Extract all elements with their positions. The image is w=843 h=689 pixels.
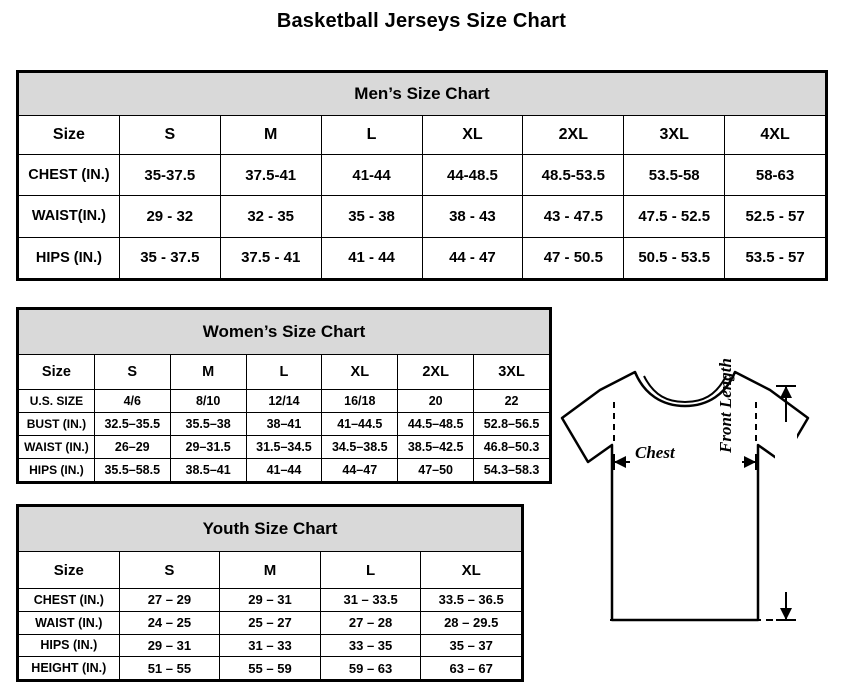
cell-bust-3xl: 52.8–56.5 xyxy=(474,413,550,436)
header-size-4xl: 4XL xyxy=(725,116,826,155)
cell-hips-s: 35 - 37.5 xyxy=(119,237,220,278)
row-label-waist: WAIST (IN.) xyxy=(19,436,95,459)
row-label-us-size: U.S. SIZE xyxy=(19,390,95,413)
table-header-row xyxy=(19,116,826,155)
cell-bust-s: 32.5–35.5 xyxy=(94,413,170,436)
cell-waist-xl: 38 - 43 xyxy=(422,196,523,237)
page-title: Basketball Jerseys Size Chart xyxy=(276,10,567,32)
cell-chest-m: 29 – 31 xyxy=(220,589,321,612)
cell-hips-m: 31 – 33 xyxy=(220,634,321,657)
cell-chest-xl: 44-48.5 xyxy=(422,155,523,196)
womens-size-chart xyxy=(16,307,552,484)
header-size-label: Size xyxy=(19,116,120,155)
cell-chest-3xl: 53.5-58 xyxy=(624,155,725,196)
table-header-row xyxy=(19,355,550,390)
cell-us-size-3xl: 22 xyxy=(474,390,550,413)
cell-waist-s: 24 – 25 xyxy=(119,611,220,634)
cell-waist-l: 31.5–34.5 xyxy=(246,436,322,459)
cell-chest-l: 31 – 33.5 xyxy=(320,589,421,612)
cell-hips-s: 35.5–58.5 xyxy=(94,459,170,482)
header-size-m: M xyxy=(170,355,246,390)
header-size-l: L xyxy=(320,552,421,589)
cell-waist-xl: 34.5–38.5 xyxy=(322,436,398,459)
cell-waist-m: 29–31.5 xyxy=(170,436,246,459)
row-label-hips: HIPS (IN.) xyxy=(19,634,120,657)
header-size-l: L xyxy=(321,116,422,155)
cell-hips-3xl: 50.5 - 53.5 xyxy=(624,237,725,278)
youth-size-chart xyxy=(16,504,524,682)
header-size-3xl: 3XL xyxy=(624,116,725,155)
cell-waist-xl: 28 – 29.5 xyxy=(421,611,522,634)
header-size-l: L xyxy=(246,355,322,390)
table-row xyxy=(19,634,522,657)
cell-hips-xl: 44 - 47 xyxy=(422,237,523,278)
cell-waist-2xl: 38.5–42.5 xyxy=(398,436,474,459)
header-size-s: S xyxy=(94,355,170,390)
cell-waist-4xl: 52.5 - 57 xyxy=(725,196,826,237)
row-label-height: HEIGHT (IN.) xyxy=(19,657,120,680)
table-row xyxy=(19,413,550,436)
cell-hips-xl: 35 – 37 xyxy=(421,634,522,657)
mens-chart-caption: Men’s Size Chart xyxy=(19,73,826,116)
cell-chest-s: 35-37.5 xyxy=(119,155,220,196)
cell-us-size-s: 4/6 xyxy=(94,390,170,413)
cell-chest-l: 41-44 xyxy=(321,155,422,196)
cell-hips-4xl: 53.5 - 57 xyxy=(725,237,826,278)
cell-us-size-m: 8/10 xyxy=(170,390,246,413)
cell-hips-3xl: 54.3–58.3 xyxy=(474,459,550,482)
header-size-label: Size xyxy=(19,355,95,390)
table-row xyxy=(19,390,550,413)
table-row xyxy=(19,589,522,612)
header-size-m: M xyxy=(220,116,321,155)
cell-bust-xl: 41–44.5 xyxy=(322,413,398,436)
cell-hips-l: 41 - 44 xyxy=(321,237,422,278)
cell-chest-s: 27 – 29 xyxy=(119,589,220,612)
header-size-3xl: 3XL xyxy=(474,355,550,390)
cell-waist-s: 26–29 xyxy=(94,436,170,459)
cell-waist-m: 25 – 27 xyxy=(220,611,321,634)
cell-bust-2xl: 44.5–48.5 xyxy=(398,413,474,436)
cell-waist-3xl: 47.5 - 52.5 xyxy=(624,196,725,237)
row-label-waist: WAIST (IN.) xyxy=(19,611,120,634)
row-label-hips: HIPS (IN.) xyxy=(19,459,95,482)
womens-chart-caption: Women’s Size Chart xyxy=(19,310,550,355)
cell-waist-l: 27 – 28 xyxy=(320,611,421,634)
table-row xyxy=(19,436,550,459)
header-size-label: Size xyxy=(19,552,120,589)
table-row xyxy=(19,657,522,680)
cell-hips-l: 33 – 35 xyxy=(320,634,421,657)
cell-height-m: 55 – 59 xyxy=(220,657,321,680)
cell-bust-l: 38–41 xyxy=(246,413,322,436)
cell-waist-3xl: 46.8–50.3 xyxy=(474,436,550,459)
header-size-2xl: 2XL xyxy=(523,116,624,155)
cell-waist-s: 29 - 32 xyxy=(119,196,220,237)
cell-bust-m: 35.5–38 xyxy=(170,413,246,436)
youth-size-table xyxy=(18,506,522,680)
row-label-chest: CHEST (IN.) xyxy=(19,155,120,196)
header-size-xl: XL xyxy=(421,552,522,589)
chest-measurement-label: Chest xyxy=(635,443,675,462)
row-label-waist: WAIST(IN.) xyxy=(19,196,120,237)
header-size-xl: XL xyxy=(322,355,398,390)
header-size-2xl: 2XL xyxy=(398,355,474,390)
cell-waist-l: 35 - 38 xyxy=(321,196,422,237)
row-label-hips: HIPS (IN.) xyxy=(19,237,120,278)
womens-size-table xyxy=(18,309,550,482)
cell-chest-xl: 33.5 – 36.5 xyxy=(421,589,522,612)
cell-height-l: 59 – 63 xyxy=(320,657,421,680)
cell-waist-m: 32 - 35 xyxy=(220,196,321,237)
header-size-xl: XL xyxy=(422,116,523,155)
table-row xyxy=(19,155,826,196)
cell-hips-2xl: 47–50 xyxy=(398,459,474,482)
table-row xyxy=(19,459,550,482)
tshirt-outline-icon xyxy=(540,350,840,680)
cell-hips-s: 29 – 31 xyxy=(119,634,220,657)
cell-height-s: 51 – 55 xyxy=(119,657,220,680)
front-length-measurement-label: Front Length xyxy=(716,358,735,453)
cell-chest-m: 37.5-41 xyxy=(220,155,321,196)
cell-hips-m: 37.5 - 41 xyxy=(220,237,321,278)
cell-hips-2xl: 47 - 50.5 xyxy=(523,237,624,278)
table-header-row xyxy=(19,552,522,589)
table-row xyxy=(19,237,826,278)
header-size-s: S xyxy=(119,552,220,589)
cell-us-size-l: 12/14 xyxy=(246,390,322,413)
cell-chest-4xl: 58-63 xyxy=(725,155,826,196)
youth-chart-caption: Youth Size Chart xyxy=(19,507,522,552)
cell-hips-m: 38.5–41 xyxy=(170,459,246,482)
cell-height-xl: 63 – 67 xyxy=(421,657,522,680)
cell-us-size-xl: 16/18 xyxy=(322,390,398,413)
header-size-m: M xyxy=(220,552,321,589)
header-size-s: S xyxy=(119,116,220,155)
table-row xyxy=(19,196,826,237)
cell-waist-2xl: 43 - 47.5 xyxy=(523,196,624,237)
cell-chest-2xl: 48.5-53.5 xyxy=(523,155,624,196)
mens-size-chart xyxy=(16,70,828,281)
row-label-bust: BUST (IN.) xyxy=(19,413,95,436)
cell-hips-xl: 44–47 xyxy=(322,459,398,482)
tshirt-measurement-diagram xyxy=(540,350,840,680)
table-row xyxy=(19,611,522,634)
row-label-chest: CHEST (IN.) xyxy=(19,589,120,612)
cell-us-size-2xl: 20 xyxy=(398,390,474,413)
mens-size-table xyxy=(18,72,826,279)
cell-hips-l: 41–44 xyxy=(246,459,322,482)
